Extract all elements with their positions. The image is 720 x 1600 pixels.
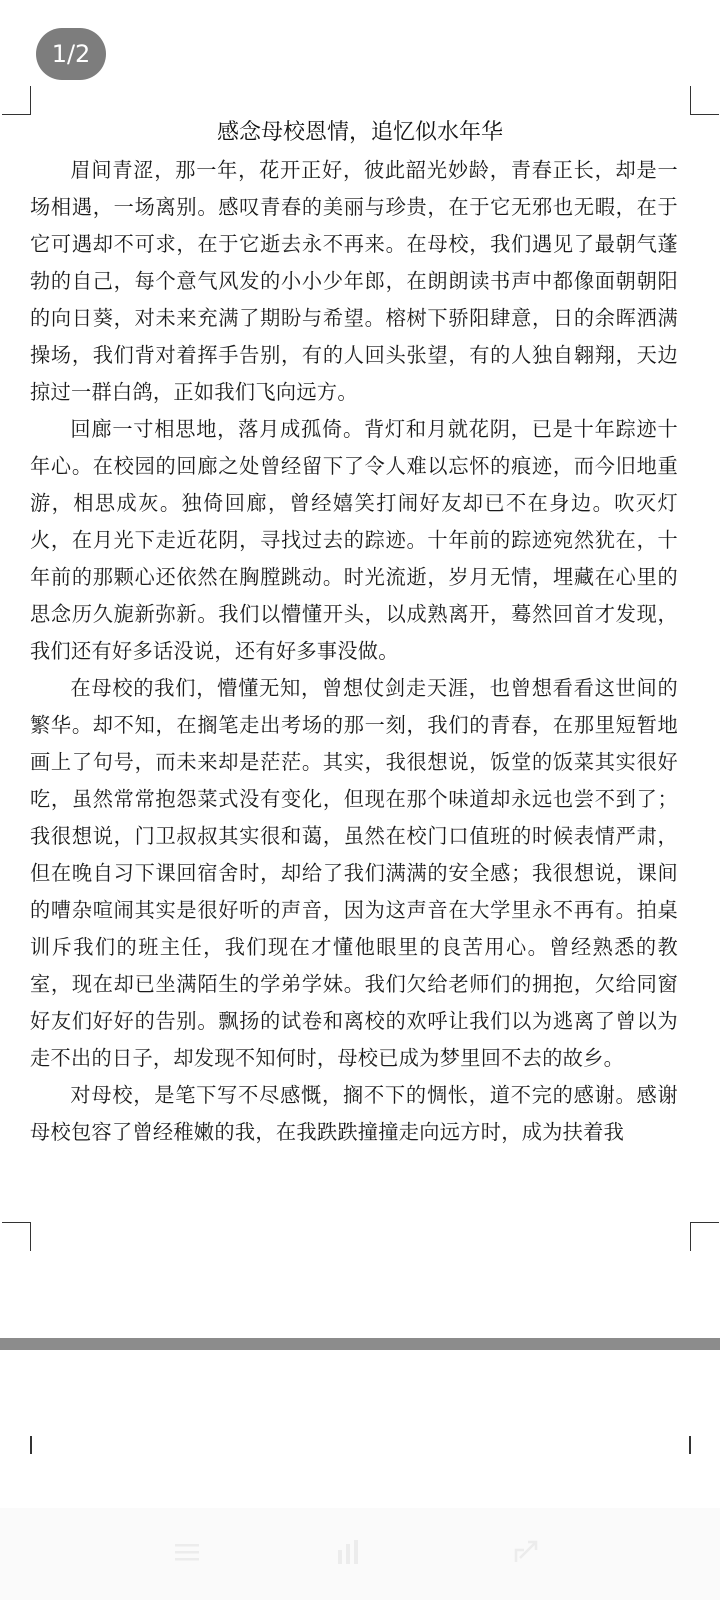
document-body [30, 152, 678, 1151]
page-indicator: 1/2 [36, 28, 106, 80]
share-icon[interactable] [512, 1538, 542, 1566]
next-page-margin-mark-left [30, 1436, 32, 1454]
stats-icon[interactable] [334, 1538, 364, 1566]
paragraph: 在母校的我们，懵懂无知，曾想仗剑走天涯，也曾想看看这世间的繁华。却不知，在搁笔走出考场的那一刻，我们的青春，在那里短暂地画上了句号，而未来却是茫茫。其实，我很想说，饭堂的饭菜其实很好吃，虽然常常抱怨菜式没有变化，但现在那个味道却永远也尝不到了；我很想说，门卫叔叔其实很和蔼，虽然在校门口值班的时候表情严肃，但在晚自习下课回宿舍时，却给了我们满满的安全感；我很想说，课间的嘈杂喧闹其实是很好听的声音，因为这声音在大学里永不再有。拍桌训斥我们的班主任，我们现在才懂他眼里的良苦用心。曾经熟悉的教室，现在却已坐满陌生的学弟学妹。我们欠给老师们的拥抱，欠给同窗好友们好好的告别。飘扬的试卷和离校的欢呼让我们以为逃离了曾以为走不出的日子，却发现不知何时，母校已成为梦里回不去的故乡。 [30, 676, 678, 1070]
page-corner-mark-top-left [2, 86, 31, 115]
page-corner-mark-bottom-right [690, 1222, 719, 1251]
paragraph: 对母校，是笔下写不尽感慨，搁不下的惆怅，道不完的感谢。感谢母校包容了曾经稚嫩的我，在我跌跌撞撞走向远方时，成为扶着我 [30, 1083, 678, 1144]
next-page-margin-mark-right [689, 1436, 691, 1454]
page-corner-mark-bottom-left [2, 1222, 31, 1251]
paragraph: 回廊一寸相思地，落月成孤倚。背灯和月就花阴，已是十年踪迹十年心。在校园的回廊之处曾经留下了令人难以忘怀的痕迹，而今旧地重游，相思成灰。独倚回廊，曾经嬉笑打闹好友却已不在身边。吹灭灯火，在月光下走近花阴，寻找过去的踪迹。十年前的踪迹宛然犹在，十年前的那颗心还依然在胸膛跳动。时光流逝，岁月无情，埋藏在心里的思念历久旎新弥新。我们以懵懂开头，以成熟离开，蓦然回首才发现，我们还有好多话没说，还有好多事没做。 [30, 417, 678, 663]
bottom-toolbar [0, 1508, 720, 1600]
menu-icon[interactable] [172, 1538, 202, 1566]
document-title: 感念母校恩情，追忆似水年华 [216, 120, 503, 145]
paragraph: 眉间青涩，那一年，花开正好，彼此韶光妙龄，青春正长，却是一场相遇，一场离别。感叹青春的美丽与珍贵，在于它无邪也无暇，在于它可遇却不可求，在于它逝去永不再来。在母校，我们遇见了最朝气蓬勃的自己，每个意气风发的小小少年郎，在朗朗读书声中都像面朝朝阳的向日葵，对未来充满了期盼与希望。榕树下骄阳肆意，日的余晖洒满操场，我们背对着挥手告别，有的人回头张望，有的人独自翱翔，天边掠过一群白鸽，正如我们飞向远方。 [30, 158, 678, 404]
page-corner-mark-top-right [690, 86, 719, 115]
page-separator [0, 1338, 720, 1350]
